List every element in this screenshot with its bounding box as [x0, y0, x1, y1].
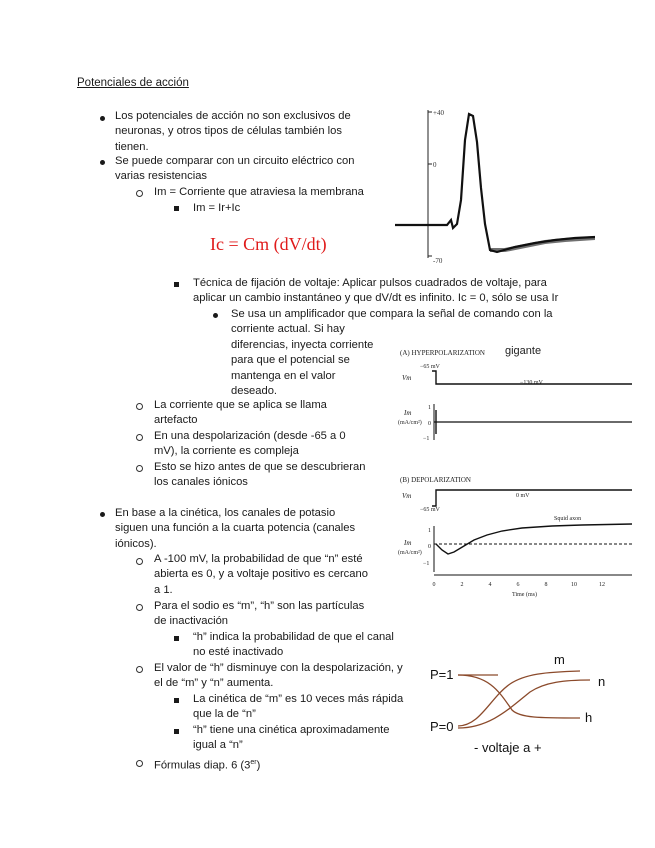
sub-bullet-text: Para el sodio es “m”, “h” son las partículas de inactivación	[154, 600, 365, 628]
time-axis-label: Time (ms)	[512, 592, 537, 598]
bullet-text: Se puede comparar con un circuito eléctrico con varias resistencias	[115, 155, 355, 183]
time-axis-ticks	[433, 582, 606, 588]
svg-text:−65 mV: −65 mV	[420, 364, 440, 370]
n-curve	[458, 680, 593, 728]
n-label: n	[598, 674, 606, 689]
h-label: h	[585, 710, 593, 725]
svg-text:−130 mV: −130 mV	[520, 380, 543, 386]
panel-b-label: (B) DEPOLARIZATION	[400, 476, 471, 484]
m-label: m	[554, 652, 565, 667]
svg-text:Im: Im	[404, 409, 412, 417]
square-bullet	[174, 282, 179, 287]
svg-text:6: 6	[516, 582, 520, 588]
gating-figure	[420, 648, 620, 763]
svg-text:1: 1	[428, 405, 431, 411]
svg-text:Vm: Vm	[402, 492, 412, 500]
svg-text:Im: Im	[404, 539, 412, 547]
svg-text:(mA/cm²): (mA/cm²)	[398, 550, 422, 556]
sub-bullet-circle	[136, 604, 143, 611]
svg-text:4: 4	[488, 582, 492, 588]
ap-label-bottom: -70	[433, 257, 443, 265]
sub-sub-bullet-text: Im = Ir+Ic	[193, 202, 241, 214]
svg-text:−1: −1	[423, 561, 430, 567]
ap-label-mid: 0	[433, 161, 437, 169]
sub-bullet-text: En una despolarización (desde -65 a 0 mV), la corriente es compleja	[154, 430, 346, 458]
svg-text:2: 2	[460, 582, 464, 588]
sub-bullet-circle	[136, 666, 143, 673]
sub-bullet-text: Fórmulas diap. 6 (3er)	[154, 759, 261, 772]
sub-bullet-circle	[136, 434, 143, 441]
square-bullet	[174, 729, 179, 734]
svg-text:−1: −1	[423, 436, 430, 442]
sub-bullet-circle	[136, 558, 143, 565]
svg-text:0: 0	[428, 544, 431, 550]
p0-label: P=0	[430, 719, 454, 734]
squid-axon-label: Squid axon	[554, 516, 582, 522]
svg-text:(mA/cm²): (mA/cm²)	[398, 420, 422, 426]
sub-bullet-text: A -100 mV, la probabilidad de que “n” esté abierta es 0, y a voltaje positivo es cercano a 1.	[154, 553, 368, 596]
svg-text:0: 0	[428, 421, 431, 427]
sub-bullet-circle	[136, 465, 143, 472]
ap-label-top: +40	[433, 109, 444, 117]
page-title: Potenciales de acción	[77, 77, 189, 89]
voltage-clamp-figure	[392, 342, 642, 600]
sub-bullet-circle	[136, 403, 143, 410]
square-bullet	[174, 636, 179, 641]
square-bullet	[174, 206, 179, 211]
svg-text:0 mV: 0 mV	[516, 493, 530, 499]
level4-text: Se usa un amplificador que compara la señal de comando con la corriente actual. Si hay diferencias, inyecta corriente para que el potencial se mantenga en el valor deseado.	[231, 308, 553, 398]
p1-label: P=1	[430, 667, 454, 682]
bullet-dot	[100, 116, 105, 121]
bullet-dot	[100, 160, 105, 165]
svg-text:Vm: Vm	[402, 374, 412, 382]
square-bullet	[174, 698, 179, 703]
sub-bullet-text: Im = Corriente que atraviesa la membrana	[154, 186, 364, 198]
capacitance-equation: Ic = Cm (dV/dt)	[210, 234, 327, 254]
svg-text:0: 0	[432, 582, 436, 588]
action-potential-figure	[395, 100, 595, 265]
panel-a-label: (A) HYPERPOLARIZATION	[400, 349, 485, 357]
sub-bullet-text: La corriente que se aplica se llama artefacto	[154, 399, 327, 427]
action-potential-trace	[395, 114, 595, 252]
handwritten-note: gigante	[505, 345, 542, 357]
svg-text:10: 10	[571, 582, 577, 588]
bullet-text: En base a la cinética, los canales de potasio siguen una función a la cuarta potencia (canales iónicos).	[115, 507, 356, 550]
sub-bullet-circle	[136, 190, 143, 197]
sub-sub-bullet-text: La cinética de “m” es 10 veces más rápida que la de “n”	[193, 693, 404, 721]
sub-bullet-circle	[136, 760, 143, 767]
svg-text:12: 12	[599, 582, 605, 588]
sub-sub-bullet-text: “h” indica la probabilidad de que el canal no esté inactivado	[193, 631, 394, 659]
bullet-dot	[213, 313, 218, 318]
voltage-axis-label: - voltaje a +	[474, 740, 542, 755]
sub-bullet-text: El valor de “h” disminuye con la despolarización, y el de “m” y “n” aumenta.	[154, 662, 403, 690]
svg-text:−65 mV: −65 mV	[420, 507, 440, 513]
sub-bullet-text: Esto se hizo antes de que se descubrieran los canales iónicos	[154, 461, 366, 489]
sub-sub-bullet-text: “h” tiene una cinética aproximadamente igual a “n”	[193, 724, 390, 752]
bullet-text: Los potenciales de acción no son exclusivos de neuronas, y otros tipos de células también los tienen.	[115, 110, 351, 153]
bullet-dot	[100, 512, 105, 517]
sub-sub-bullet-text: Técnica de fijación de voltaje: Aplicar pulsos cuadrados de voltaje, para aplicar un cambio instantáneo y que dV/dt es infinito. Ic = 0, sólo se usa Ir	[193, 277, 559, 305]
svg-text:1: 1	[428, 528, 431, 534]
svg-text:8: 8	[544, 582, 548, 588]
